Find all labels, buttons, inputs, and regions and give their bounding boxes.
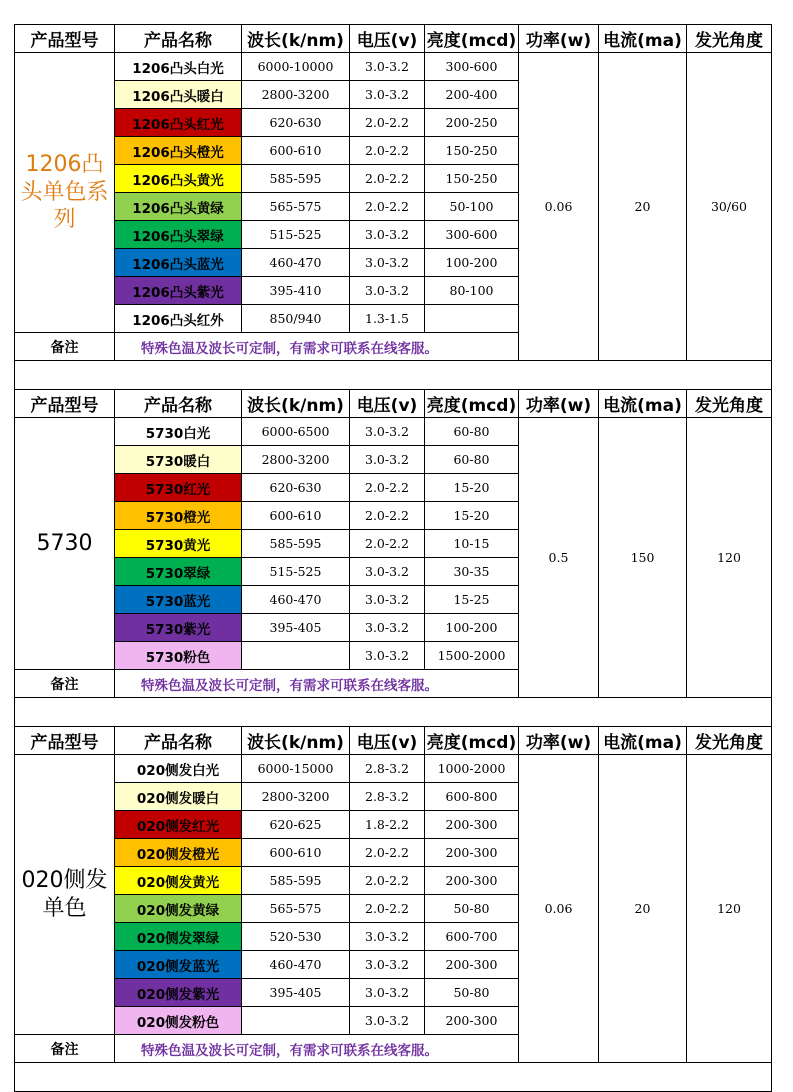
voltage-cell: 2.0-2.2 [350,165,425,193]
brightness-cell: 60-80 [425,418,519,446]
brightness-cell: 600-700 [425,923,519,951]
voltage-cell: 3.0-3.2 [350,446,425,474]
wavelength-cell: 620-625 [242,811,350,839]
wavelength-cell: 620-630 [242,109,350,137]
column-header: 产品名称 [115,25,242,53]
column-header: 发光角度 [687,25,772,53]
brightness-cell: 1000-2000 [425,755,519,783]
voltage-cell: 2.0-2.2 [350,193,425,221]
column-header: 电流(ma) [599,390,687,418]
wavelength-cell: 565-575 [242,895,350,923]
column-header: 电压(v) [350,727,425,755]
section-gap [15,361,772,390]
model-cell: 020侧发单色 [15,755,115,1035]
product-name: 5730粉色 [115,642,242,670]
product-name: 1206凸头黄光 [115,165,242,193]
product-name: 5730暖白 [115,446,242,474]
column-header: 亮度(mcd) [425,390,519,418]
wavelength-cell: 515-525 [242,221,350,249]
product-name: 1206凸头暖白 [115,81,242,109]
wavelength-cell: 850/940 [242,305,350,333]
header-row [15,390,772,418]
wavelength-cell: 585-595 [242,165,350,193]
wavelength-cell: 520-530 [242,923,350,951]
table-row [15,418,772,446]
gap-cell [15,1063,772,1092]
brightness-cell: 100-200 [425,614,519,642]
wavelength-cell: 600-610 [242,137,350,165]
voltage-cell: 3.0-3.2 [350,81,425,109]
wavelength-cell: 585-595 [242,867,350,895]
spec-sheet [14,24,771,1092]
product-name: 020侧发白光 [115,755,242,783]
brightness-cell: 50-80 [425,895,519,923]
column-header: 功率(w) [519,25,599,53]
current-cell: 150 [599,418,687,698]
voltage-cell: 2.0-2.2 [350,839,425,867]
product-name: 020侧发粉色 [115,1007,242,1035]
brightness-cell: 30-35 [425,558,519,586]
model-cell: 5730 [15,418,115,670]
voltage-cell: 2.0-2.2 [350,530,425,558]
wavelength-cell: 2800-3200 [242,81,350,109]
column-header: 亮度(mcd) [425,25,519,53]
column-header: 产品名称 [115,390,242,418]
voltage-cell: 3.0-3.2 [350,586,425,614]
column-header: 亮度(mcd) [425,727,519,755]
column-header: 功率(w) [519,727,599,755]
voltage-cell: 2.0-2.2 [350,895,425,923]
voltage-cell: 2.0-2.2 [350,867,425,895]
brightness-cell: 1500-2000 [425,642,519,670]
brightness-cell: 80-100 [425,277,519,305]
column-header: 电压(v) [350,25,425,53]
current-cell: 20 [599,53,687,361]
wavelength-cell: 395-405 [242,614,350,642]
voltage-cell: 3.0-3.2 [350,418,425,446]
product-name: 1206凸头黄绿 [115,193,242,221]
voltage-cell: 2.0-2.2 [350,474,425,502]
voltage-cell: 3.0-3.2 [350,277,425,305]
brightness-cell: 200-300 [425,951,519,979]
brightness-cell: 50-100 [425,193,519,221]
product-name: 1206凸头蓝光 [115,249,242,277]
wavelength-cell: 2800-3200 [242,783,350,811]
column-header: 产品名称 [115,727,242,755]
wavelength-cell: 395-410 [242,277,350,305]
brightness-cell: 200-300 [425,867,519,895]
product-name: 5730橙光 [115,502,242,530]
wavelength-cell: 620-630 [242,474,350,502]
column-header: 波长(k/nm) [242,25,350,53]
column-header: 功率(w) [519,390,599,418]
brightness-cell: 15-25 [425,586,519,614]
wavelength-cell: 565-575 [242,193,350,221]
product-name: 020侧发紫光 [115,979,242,1007]
wavelength-cell: 395-405 [242,979,350,1007]
voltage-cell: 3.0-3.2 [350,249,425,277]
voltage-cell: 3.0-3.2 [350,614,425,642]
table-row [15,53,772,81]
brightness-cell: 15-20 [425,502,519,530]
section-gap [15,1063,772,1092]
note-label: 备注 [15,1035,115,1063]
led-spec-table [14,24,772,1092]
table-row [15,755,772,783]
product-name: 1206凸头翠绿 [115,221,242,249]
brightness-cell: 200-400 [425,81,519,109]
gap-cell [15,698,772,727]
voltage-cell: 2.0-2.2 [350,502,425,530]
wavelength-cell: 460-470 [242,249,350,277]
product-name: 5730黄光 [115,530,242,558]
product-name: 020侧发橙光 [115,839,242,867]
product-name: 5730紫光 [115,614,242,642]
wavelength-cell: 515-525 [242,558,350,586]
header-row [15,727,772,755]
current-cell: 20 [599,755,687,1063]
voltage-cell: 1.3-1.5 [350,305,425,333]
voltage-cell: 2.0-2.2 [350,109,425,137]
wavelength-cell: 6000-15000 [242,755,350,783]
power-cell: 0.06 [519,53,599,361]
product-name: 5730白光 [115,418,242,446]
angle-cell: 120 [687,418,772,698]
product-name: 020侧发暖白 [115,783,242,811]
voltage-cell: 2.8-3.2 [350,783,425,811]
note-label: 备注 [15,333,115,361]
product-name: 020侧发红光 [115,811,242,839]
column-header: 电压(v) [350,390,425,418]
brightness-cell: 60-80 [425,446,519,474]
brightness-cell: 200-300 [425,811,519,839]
power-cell: 0.06 [519,755,599,1063]
wavelength-cell: 585-595 [242,530,350,558]
product-name: 1206凸头紫光 [115,277,242,305]
voltage-cell: 2.0-2.2 [350,137,425,165]
column-header: 波长(k/nm) [242,390,350,418]
product-name: 1206凸头白光 [115,53,242,81]
brightness-cell: 300-600 [425,221,519,249]
column-header: 产品型号 [15,390,115,418]
wavelength-cell: 460-470 [242,951,350,979]
voltage-cell: 3.0-3.2 [350,642,425,670]
wavelength-cell: 6000-6500 [242,418,350,446]
brightness-cell: 15-20 [425,474,519,502]
gap-cell [15,361,772,390]
column-header: 产品型号 [15,25,115,53]
product-name: 1206凸头红外 [115,305,242,333]
product-name: 5730翠绿 [115,558,242,586]
voltage-cell: 3.0-3.2 [350,951,425,979]
product-name: 020侧发翠绿 [115,923,242,951]
note-text: 特殊色温及波长可定制，有需求可联系在线客服。 [115,670,519,698]
product-name: 1206凸头红光 [115,109,242,137]
product-name: 1206凸头橙光 [115,137,242,165]
column-header: 电流(ma) [599,727,687,755]
wavelength-cell: 460-470 [242,586,350,614]
brightness-cell [425,305,519,333]
brightness-cell: 200-300 [425,1007,519,1035]
wavelength-cell: 6000-10000 [242,53,350,81]
column-header: 发光角度 [687,727,772,755]
column-header: 产品型号 [15,727,115,755]
voltage-cell: 1.8-2.2 [350,811,425,839]
voltage-cell: 3.0-3.2 [350,923,425,951]
voltage-cell: 3.0-3.2 [350,558,425,586]
wavelength-cell: 2800-3200 [242,446,350,474]
product-name: 5730蓝光 [115,586,242,614]
voltage-cell: 2.8-3.2 [350,755,425,783]
angle-cell: 30/60 [687,53,772,361]
power-cell: 0.5 [519,418,599,698]
brightness-cell: 10-15 [425,530,519,558]
column-header: 波长(k/nm) [242,727,350,755]
wavelength-cell: 600-610 [242,839,350,867]
brightness-cell: 50-80 [425,979,519,1007]
angle-cell: 120 [687,755,772,1063]
voltage-cell: 3.0-3.2 [350,221,425,249]
wavelength-cell [242,1007,350,1035]
model-cell: 1206凸头单色系列 [15,53,115,333]
brightness-cell: 150-250 [425,165,519,193]
product-name: 020侧发黄绿 [115,895,242,923]
note-text: 特殊色温及波长可定制，有需求可联系在线客服。 [115,333,519,361]
note-label: 备注 [15,670,115,698]
brightness-cell: 600-800 [425,783,519,811]
product-name: 020侧发蓝光 [115,951,242,979]
product-name: 5730红光 [115,474,242,502]
note-text: 特殊色温及波长可定制，有需求可联系在线客服。 [115,1035,519,1063]
brightness-cell: 100-200 [425,249,519,277]
section-gap [15,698,772,727]
column-header: 发光角度 [687,390,772,418]
brightness-cell: 300-600 [425,53,519,81]
voltage-cell: 3.0-3.2 [350,1007,425,1035]
product-name: 020侧发黄光 [115,867,242,895]
brightness-cell: 200-300 [425,839,519,867]
brightness-cell: 200-250 [425,109,519,137]
voltage-cell: 3.0-3.2 [350,979,425,1007]
wavelength-cell: 600-610 [242,502,350,530]
voltage-cell: 3.0-3.2 [350,53,425,81]
wavelength-cell [242,642,350,670]
column-header: 电流(ma) [599,25,687,53]
brightness-cell: 150-250 [425,137,519,165]
header-row [15,25,772,53]
